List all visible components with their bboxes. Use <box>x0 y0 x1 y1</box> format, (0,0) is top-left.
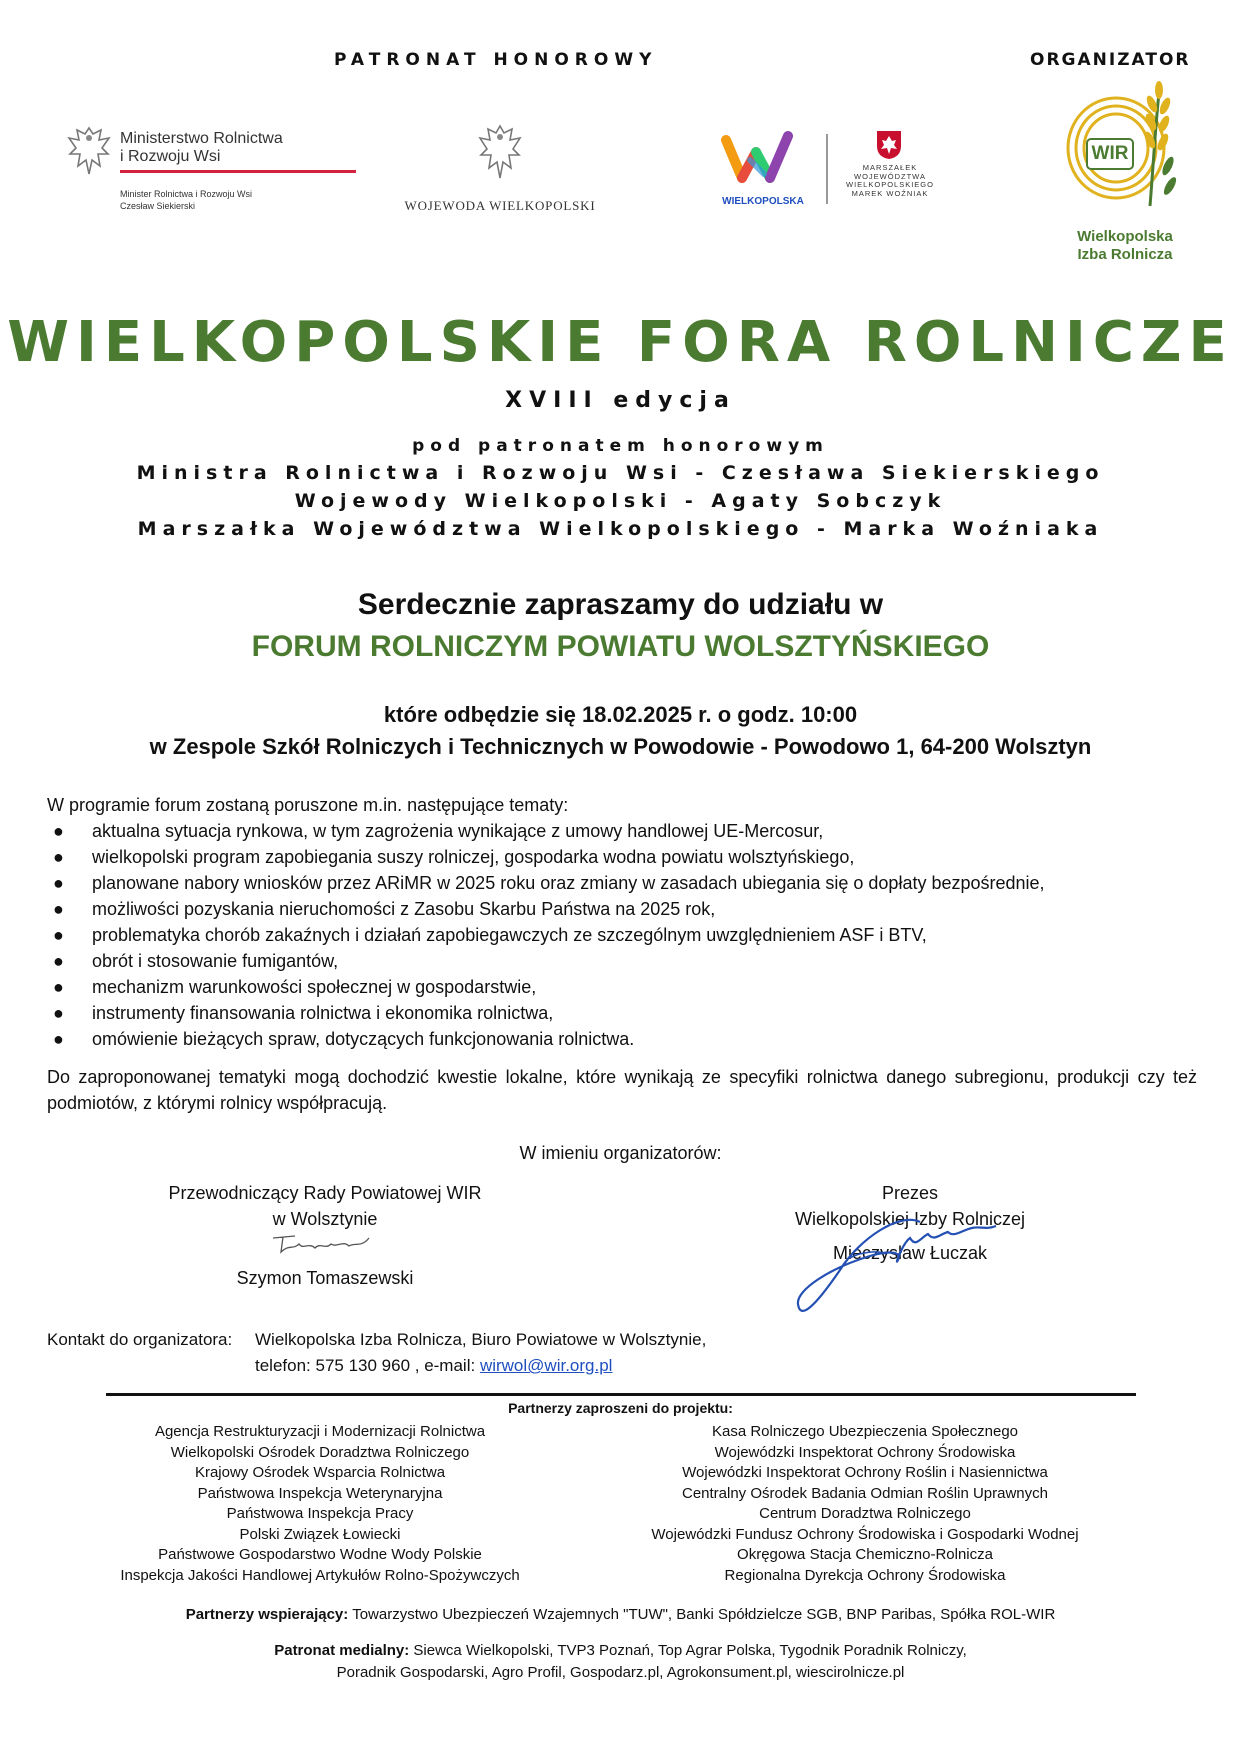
bullet-icon: ● <box>53 977 64 997</box>
list-item: Wojewódzki Inspektorat Ochrony Środowiska <box>714 1443 1016 1461</box>
program-section <box>47 792 1197 1116</box>
eagle-emblem-icon <box>64 122 114 182</box>
bullet-icon: ● <box>53 1003 64 1023</box>
wir-name-line2: Izba Rolnicza <box>1077 246 1173 263</box>
signature-left-name: Szymon Tomaszewski <box>236 1268 414 1288</box>
bullet-icon: ● <box>53 951 64 971</box>
media-label: Patronat medialny: <box>274 1642 410 1659</box>
list-item: Inspekcja Jakości Handlowej Artykułów Rolno-Spożywczych <box>120 1566 520 1584</box>
list-item: Wielkopolski Ośrodek Doradztwa Rolniczego <box>170 1443 470 1461</box>
list-item: Regionalna Dyrekcja Ochrony Środowiska <box>724 1566 1006 1584</box>
wojewoda-text: WOJEWODA WIELKOPOLSKI <box>404 198 596 213</box>
list-item: ● planowane nabory wniosków przez ARiMR w 2025 roku oraz zmiany w zasadach ubiegania się o dopłaty bezpośrednie, <box>47 870 1197 896</box>
signature-right-title2: Wielkopolskiej Izby Rolniczej <box>794 1209 1026 1229</box>
list-item: Wojewódzki Fundusz Ochrony Środowiska i Gospodarki Wodnej <box>651 1525 1079 1543</box>
partners-right-list <box>600 1422 1130 1586</box>
supporting-partners <box>0 1604 1241 1626</box>
list-item: Państwowa Inspekcja Weterynaryjna <box>197 1484 443 1502</box>
ministry-sub-line1: Minister Rolnictwa i Rozwoju Wsi <box>120 189 253 199</box>
list-item: ● instrumenty finansowania rolnictwa i ekonomika rolnictwa, <box>47 1000 1197 1026</box>
bullet-icon: ● <box>53 821 64 841</box>
signature-left-title1: Przewodniczący Rady Powiatowej WIR <box>168 1183 482 1203</box>
list-item: Kasa Rolniczego Ubezpieczenia Społecznego <box>711 1423 1019 1440</box>
contact-line2: telefon: 575 130 960 , e-mail: wirwol@wir.org.pl <box>255 1356 613 1375</box>
list-item: Państwowa Inspekcja Pracy <box>226 1505 414 1522</box>
list-item: ● możliwości pozyskania nieruchomości z Zasobu Skarbu Państwa na 2025 rok, <box>47 896 1197 922</box>
partners-left-list <box>70 1422 570 1586</box>
signature-right-name: Mieczysław Łuczak <box>832 1243 988 1263</box>
email-link[interactable]: wirwol@wir.org.pl <box>479 1356 613 1375</box>
event-location: w Zespole Szkół Rolniczych i Technicznych w Powodowie - Powodowo 1, 64-200 Wolsztyn <box>149 734 1092 759</box>
list-item: ● aktualna sytuacja rynkowa, w tym zagrożenia wynikające z umowy handlowej UE-Mercosur, <box>47 818 1197 844</box>
list-item: ● omówienie bieżących spraw, dotyczących funkcjonowania rolnictwa. <box>47 1026 1197 1052</box>
list-item: Krajowy Ośrodek Wsparcia Rolnictwa <box>194 1464 446 1481</box>
media-line2: Poradnik Gospodarski, Agro Profil, Gospodarz.pl, Agrokonsument.pl, wiescirolnicze.pl <box>336 1664 905 1681</box>
main-title: WIELKOPOLSKIE FORA ROLNICZE <box>7 310 1234 375</box>
divider <box>106 1393 1136 1396</box>
media-patronage <box>0 1640 1241 1684</box>
wir-logo <box>1050 76 1200 272</box>
ministry-name-line1: Ministerstwo Rolnictwa <box>120 130 283 147</box>
list-item: ● obrót i stosowanie fumigantów, <box>47 948 1197 974</box>
wielkopolska-text: WIELKOPOLSKA <box>722 196 804 207</box>
invitation-line: Serdecznie zapraszamy do udziału w <box>357 588 884 621</box>
list-item: Okręgowa Stacja Chemiczno-Rolnicza <box>737 1546 993 1563</box>
supporting-list: Towarzystwo Ubezpieczeń Wzajemnych "TUW", Banki Spółdzielcze SGB, BNP Paribas, Spółka ROL-WIR <box>352 1606 1056 1623</box>
bullet-icon: ● <box>53 925 64 945</box>
contact-details <box>255 1327 706 1379</box>
handwritten-signature-right <box>790 1208 1010 1326</box>
patronage-intro: pod patronatem honorowym <box>412 436 829 456</box>
signature-right-title1: Prezes <box>881 1183 939 1203</box>
edition: XVIII edycja <box>505 388 736 413</box>
list-item: Wojewódzki Inspektorat Ochrony Roślin i Nasiennictwa <box>682 1464 1048 1481</box>
ministry-name-line2: i Rozwoju Wsi <box>120 148 221 165</box>
list-item: ● problematyka chorób zakaźnych i działań zapobiegawczych ze szczególnym uwzględnieniem ASF i BTV, <box>47 922 1197 948</box>
wielkopolska-logo <box>708 126 958 216</box>
coat-of-arms-icon <box>876 130 902 160</box>
ministry-sub-line2: Czesław Siekierski <box>120 201 196 211</box>
list-item: ● wielkopolski program zapobiegania suszy rolniczej, gospodarka wodna powiatu wolsztyńskiego, <box>47 844 1197 870</box>
bullet-icon: ● <box>53 899 64 919</box>
topics-list <box>47 818 1197 1052</box>
forum-name: FORUM ROLNICZYM POWIATU WOLSZTYŃSKIEGO <box>251 630 990 663</box>
patron-marszalek: Marszałka Województwa Wielkopolskiego - Marka Woźniaka <box>137 518 1104 540</box>
list-item: Polski Związek Łowiecki <box>239 1525 401 1543</box>
marszalek-line2: WOJEWÓDZTWA <box>854 171 926 181</box>
program-intro: W programie forum zostaną poruszone m.in. następujące tematy: <box>47 795 569 815</box>
signature-left <box>160 1180 490 1291</box>
handwritten-signature-left <box>265 1232 385 1258</box>
patron-wojewoda: Wojewody Wielkopolski - Agaty Sobczyk <box>294 490 947 512</box>
list-item: Centralny Ośrodek Badania Odmian Roślin Uprawnych <box>681 1484 1048 1502</box>
patronat-label: PATRONAT HONOROWY <box>334 50 658 70</box>
signatures-intro: W imieniu organizatorów: <box>519 1143 722 1163</box>
bullet-icon: ● <box>53 873 64 893</box>
marszalek-line1: MARSZAŁEK <box>862 163 918 172</box>
contact-line1: Wielkopolska Izba Rolnicza, Biuro Powiatowe w Wolsztynie, <box>255 1330 707 1349</box>
organizator-label: ORGANIZATOR <box>1030 50 1191 70</box>
partners-heading: Partnerzy zaproszeni do projektu: <box>508 1400 733 1416</box>
ministry-red-line <box>120 170 356 173</box>
list-item: ● mechanizm warunkowości społecznej w gospodarstwie, <box>47 974 1197 1000</box>
patron-minister: Ministra Rolnictwa i Rozwoju Wsi - Czesława Siekierskiego <box>136 462 1105 484</box>
wojewoda-logo <box>380 122 620 222</box>
ministry-logo <box>64 122 304 222</box>
marszalek-line3: WIELKOPOLSKIEGO <box>846 180 934 189</box>
wir-badge: WIR <box>1086 138 1134 170</box>
contact-label: Kontakt do organizatora: <box>47 1330 233 1349</box>
list-item: Agencja Restrukturyzacji i Modernizacji Rolnictwa <box>154 1423 486 1440</box>
media-line1: Siewca Wielkopolski, TVP3 Poznań, Top Agrar Polska, Tygodnik Poradnik Rolniczy, <box>413 1642 967 1659</box>
eagle-emblem-icon <box>475 122 525 184</box>
bullet-icon: ● <box>53 847 64 867</box>
marszalek-line4: MAREK WOŹNIAK <box>851 188 929 198</box>
supporting-label: Partnerzy wspierający: <box>185 1606 349 1623</box>
program-closing: Do zaproponowanej tematyki mogą dochodzić kwestie lokalne, które wynikają ze specyfiki rolnictwa danego subregionu, produkcji czy też podmiotów, z którymi rolnicy współpracują. <box>47 1067 1197 1113</box>
signature-left-title2: w Wolsztynie <box>272 1209 378 1229</box>
list-item: Centrum Doradztwa Rolniczego <box>759 1505 971 1522</box>
bullet-icon: ● <box>53 1029 64 1049</box>
wir-name-line1: Wielkopolska <box>1077 228 1173 245</box>
list-item: Państwowe Gospodarstwo Wodne Wody Polskie <box>158 1546 482 1563</box>
wielkopolska-w-icon <box>720 130 800 188</box>
event-datetime: które odbędzie się 18.02.2025 r. o godz. 10:00 <box>383 702 858 727</box>
